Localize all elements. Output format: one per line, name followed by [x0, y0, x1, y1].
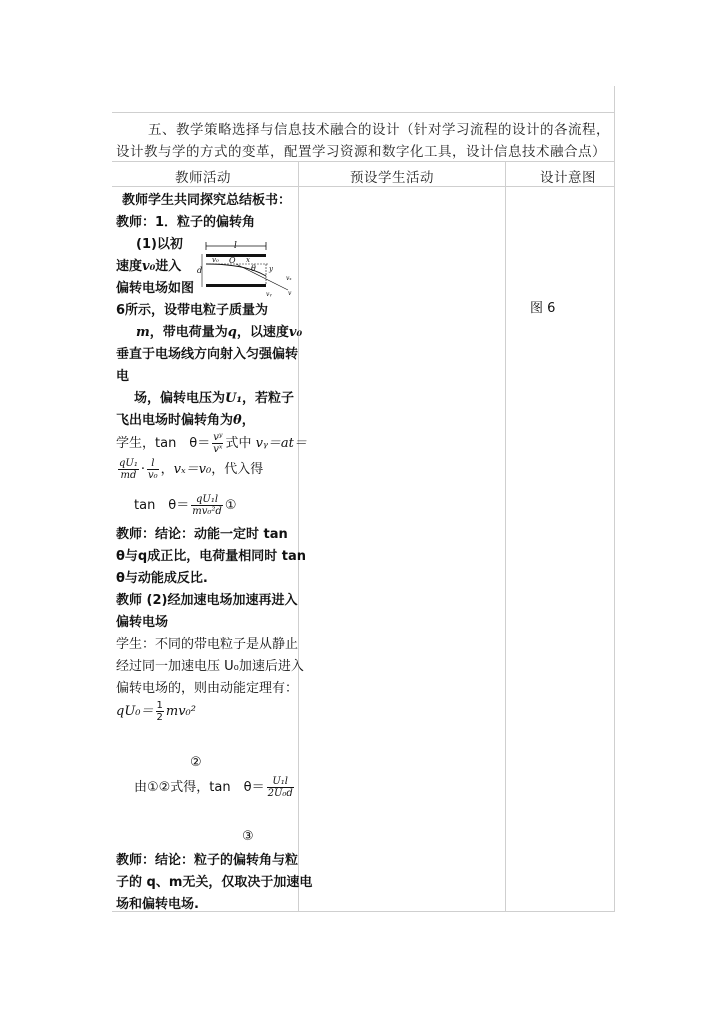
label-length: l — [234, 241, 237, 251]
text-line — [134, 388, 294, 409]
formula-line: $\frac{\text{qU₁}}{md}$ · $\frac{l}{\text{v₀}}$ ，vₓ＝v₀，代入得 — [119, 458, 264, 481]
label-y: y — [269, 265, 273, 273]
fraction — [147, 458, 159, 481]
denominator: md — [120, 470, 137, 481]
column-header-teacher: 教师活动 — [175, 170, 231, 186]
board-summary-heading: 教师学生共同探究总结板书： — [122, 193, 292, 208]
label-vy: vᵧ — [266, 291, 272, 298]
text-fragment: ， — [160, 462, 174, 477]
text-fragment: 飞出电场时偏转角为 — [116, 413, 234, 428]
equation-number: ① — [224, 498, 237, 513]
fraction — [191, 494, 223, 517]
equation-number: ③ — [242, 829, 254, 844]
fraction — [118, 458, 139, 481]
column-header-intent: 设计意图 — [540, 170, 596, 186]
numerator: vʸ — [213, 432, 223, 443]
label-theta: θ — [251, 264, 256, 273]
deflection-angle-heading: 教师：1．粒子的偏转角 — [116, 215, 256, 230]
conclusion-line: θ与q成正比，电荷量相同时 tan — [116, 549, 307, 564]
fraction — [267, 776, 294, 799]
text-fragment: 进入 — [155, 259, 182, 274]
text-line: (1)以初 — [136, 237, 183, 252]
text-fragment: 速度 — [116, 259, 143, 274]
text-fragment: tan θ＝ — [134, 498, 190, 513]
text-line: 6所示，设带电粒子质量为 — [116, 303, 269, 318]
formula-line — [134, 494, 236, 517]
text-fragment: 式中 — [225, 436, 252, 451]
numerator: U₁l — [267, 776, 294, 788]
text-line: 偏转电场的，则由动能定理有： — [116, 681, 299, 696]
math-expression: vₓ＝v₀ — [173, 462, 212, 477]
fraction — [156, 700, 164, 723]
text-fragment: ，若粒子 — [242, 391, 295, 406]
section-heading: 教师 (2)经加速电场加速再进入 — [116, 593, 298, 608]
math-symbol: θ — [233, 413, 242, 428]
conclusion-line: 场和偏转电场. — [116, 897, 199, 912]
formula-line — [134, 776, 296, 799]
section-heading: 偏转电场 — [116, 615, 169, 630]
denominator: mv₀²d — [192, 506, 222, 517]
numerator: l — [147, 458, 159, 470]
numerator: qU₁ — [119, 458, 138, 469]
column-header-student: 预设学生活动 — [350, 170, 434, 186]
label-initial-velocity: v₀ — [212, 256, 219, 264]
math-symbol: U₁ — [225, 391, 243, 406]
label-vx: vₓ — [286, 275, 292, 282]
label-origin: O — [229, 256, 236, 265]
col-divider-2 — [505, 161, 506, 912]
text-line: 偏转电场如图 — [116, 281, 195, 296]
conclusion-line: 子的 q、m无关，仅取决于加速电 — [116, 875, 313, 890]
math-expression: vᵧ＝at＝ — [255, 436, 307, 451]
table-right-border — [614, 86, 615, 912]
text-fragment: 学生，tan θ＝ — [116, 436, 211, 451]
text-line — [136, 322, 302, 343]
fraction — [212, 432, 223, 455]
math-symbol: v₀ — [142, 259, 156, 274]
table-top-border — [112, 112, 615, 113]
text-fragment: ，代入得 — [211, 462, 264, 477]
text-fragment: 场，偏转电压为 — [134, 391, 226, 406]
math-symbol: v₀ — [288, 325, 303, 340]
formula-line — [116, 700, 196, 723]
text-fragment: ，带电荷量为 — [149, 325, 228, 340]
label-x: x — [246, 256, 250, 264]
column-header-border — [112, 186, 615, 187]
text-line: 电 — [116, 369, 130, 384]
denominator: v₀ — [147, 470, 158, 481]
denominator: 2 — [156, 712, 163, 723]
col-divider-1 — [298, 161, 299, 912]
conclusion-line: 教师：结论：粒子的偏转角与粒 — [116, 853, 299, 868]
text-line — [116, 256, 181, 277]
text-fragment: ， — [241, 413, 255, 428]
text-fragment: 由①②式得，tan θ＝ — [134, 780, 265, 795]
math-expression: qU₀＝ — [116, 704, 154, 719]
text-line — [116, 410, 255, 431]
numerator: qU₁l — [191, 494, 223, 506]
section-title-line-2: 设计教与学的方式的变革，配置学习资源和数字化工具，设计信息技术融合点） — [116, 144, 606, 160]
numerator: 1 — [156, 700, 163, 711]
text-line: 学生：不同的带电粒子是从静止 — [116, 637, 299, 652]
text-line: 垂直于电场线方向射入匀强偏转 — [116, 347, 299, 362]
conclusion-line: θ与动能成反比. — [116, 571, 208, 586]
text-fragment: ，以速度 — [236, 325, 289, 340]
math-symbol: m — [136, 325, 150, 340]
text-line: 经过同一加速电压 U₀加速后进入 — [116, 659, 304, 674]
label-plate-gap: d — [197, 266, 203, 275]
deflection-field-diagram — [196, 238, 298, 300]
design-intent-text: 图 6 — [530, 301, 556, 316]
equation-number: ② — [190, 755, 202, 770]
math-symbol: q — [227, 325, 237, 340]
denominator: vˣ — [213, 444, 223, 455]
section-title-line-1: 五、教学策略选择与信息技术融合的设计（针对学习流程的设计的各流程， — [148, 122, 610, 138]
header-row-border — [112, 161, 615, 162]
label-v: v — [288, 290, 292, 297]
formula-line — [116, 432, 307, 455]
conclusion-line: 教师：结论：动能一定时 tan — [116, 527, 288, 542]
denominator: 2U₀d — [267, 788, 293, 799]
math-expression: mv₀² — [165, 704, 196, 719]
